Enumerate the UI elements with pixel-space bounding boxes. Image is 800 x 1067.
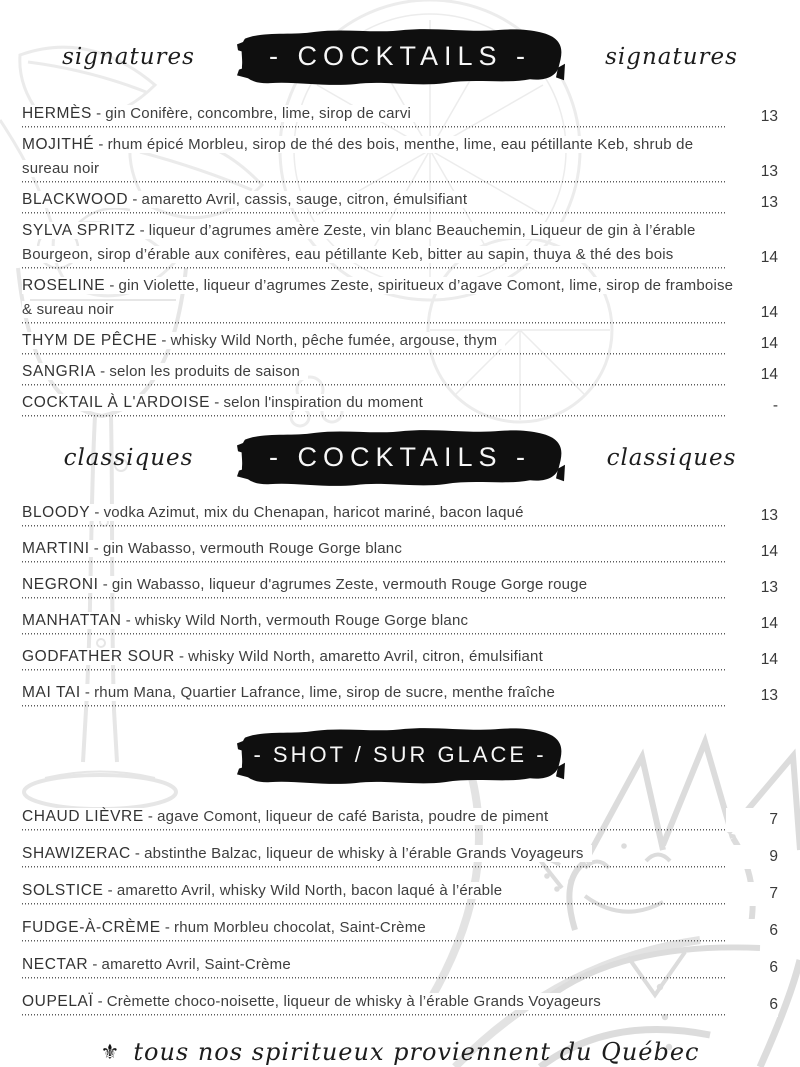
menu-item <box>22 102 778 130</box>
item-description: Crèmette choco-noisette, liqueur de whisky à l’érable Grands Voyageurs <box>106 993 601 1010</box>
item-description: gin Violette, liqueur d’agrumes Zeste, spiritueux d’agave Comont, lime, sirop de framboise & sureau noir <box>22 277 734 318</box>
item-price: 14 <box>726 540 778 564</box>
item-text <box>22 540 410 557</box>
item-separator: - <box>98 576 112 593</box>
item-description: amaretto Avril, whisky Wild North, bacon laqué à l’érable <box>116 882 503 899</box>
item-price: 9 <box>726 845 778 869</box>
item-name: CHAUD LIÈVRE <box>22 808 144 825</box>
item-text <box>22 919 434 936</box>
item-price: 13 <box>726 160 778 184</box>
item-name: ROSELINE <box>22 277 106 294</box>
menu-item <box>22 329 778 357</box>
item-description: rhum Morbleu chocolat, Saint-Crème <box>174 919 426 936</box>
item-price: 6 <box>726 919 778 943</box>
item-separator: - <box>91 105 106 122</box>
section-banner <box>235 726 565 786</box>
item-price: 14 <box>726 332 778 356</box>
item-text <box>22 277 741 318</box>
item-price: 14 <box>726 612 778 636</box>
side-label-left: signatures <box>62 44 195 70</box>
menu-item <box>22 219 778 271</box>
item-name: THYM DE PÊCHE <box>22 332 158 349</box>
item-text <box>22 576 595 593</box>
section-banner-title: - SHOT / SUR GLACE - <box>253 742 547 767</box>
menu-item <box>22 842 778 870</box>
item-name: SANGRIA <box>22 363 96 380</box>
item-separator: - <box>130 845 145 862</box>
menu-item <box>22 879 778 907</box>
item-description: abstinthe Balzac, liqueur de whisky à l’érable Grands Voyageurs <box>144 845 584 862</box>
item-name: MANHATTAN <box>22 612 122 629</box>
item-separator: - <box>90 504 104 521</box>
footer-note <box>22 1038 778 1066</box>
menu-item <box>22 573 778 601</box>
item-price: 7 <box>726 808 778 832</box>
item-separator: - <box>94 136 108 153</box>
item-separator: - <box>95 363 110 380</box>
item-description: gin Wabasso, liqueur d'agrumes Zeste, vermouth Rouge Gorge rouge <box>111 576 588 593</box>
item-text <box>22 956 299 973</box>
side-label-right: signatures <box>605 44 738 70</box>
fleur-de-lis-icon: ⚜ <box>100 1040 120 1064</box>
item-text <box>22 993 609 1010</box>
item-name: MOJITHÉ <box>22 136 95 153</box>
item-separator: - <box>128 191 142 208</box>
item-text <box>22 808 556 825</box>
menu-item <box>22 537 778 565</box>
item-price: 13 <box>726 576 778 600</box>
item-text <box>22 363 308 380</box>
item-separator: - <box>174 648 189 665</box>
item-name: SHAWIZERAC <box>22 845 131 862</box>
item-price: 14 <box>726 301 778 325</box>
item-description: rhum épicé Morbleu, sirop de thé des bois, menthe, lime, eau pétillante Keb, shrub de sureau noir <box>22 136 694 177</box>
menu-item <box>22 133 778 185</box>
item-name: FUDGE-À-CRÈME <box>22 919 161 936</box>
item-separator: - <box>210 394 224 411</box>
menu-item <box>22 188 778 216</box>
item-text <box>22 136 701 177</box>
item-description: agave Comont, liqueur de café Barista, poudre de piment <box>157 808 549 825</box>
item-separator: - <box>89 540 103 557</box>
item-separator: - <box>157 332 171 349</box>
item-description: whisky Wild North, vermouth Rouge Gorge blanc <box>134 612 469 629</box>
item-text <box>22 222 704 263</box>
item-price: 13 <box>726 504 778 528</box>
item-price: 14 <box>726 246 778 270</box>
menu-list-classiques <box>22 501 778 709</box>
item-name: NEGRONI <box>22 576 99 593</box>
item-price: 13 <box>726 684 778 708</box>
menu-item <box>22 501 778 529</box>
item-text <box>22 504 532 521</box>
menu-list-signatures <box>22 102 778 419</box>
item-name: SOLSTICE <box>22 882 104 899</box>
item-separator: - <box>105 277 119 294</box>
item-price: 14 <box>726 363 778 387</box>
item-description: selon l'inspiration du moment <box>223 394 424 411</box>
item-description: liqueur d’agrumes amère Zeste, vin blanc Beauchemin, Liqueur de gin à l’érable Bourgeon, sirop d’érable aux conifères, eau pétillante Keb, bitter au sapin, thuya & thé des bois <box>22 222 696 263</box>
section-header-classiques <box>22 427 778 489</box>
side-label-left: classiques <box>63 445 194 471</box>
item-name: BLOODY <box>22 504 91 521</box>
item-text <box>22 648 551 665</box>
item-description: amaretto Avril, Saint-Crème <box>101 956 291 973</box>
item-separator: - <box>143 808 158 825</box>
section-header-signatures <box>22 26 778 88</box>
item-separator: - <box>93 993 107 1010</box>
item-description: whisky Wild North, amaretto Avril, citron, émulsifiant <box>188 648 543 665</box>
item-text <box>22 845 592 862</box>
item-price: - <box>726 394 778 418</box>
item-description: gin Wabasso, vermouth Rouge Gorge blanc <box>102 540 403 557</box>
item-name: COCKTAIL À L'ARDOISE <box>22 394 211 411</box>
section-banner <box>235 27 565 87</box>
item-text <box>22 684 563 701</box>
menu-item <box>22 953 778 981</box>
item-separator: - <box>160 919 175 936</box>
item-price: 13 <box>726 105 778 129</box>
menu-list-shots <box>22 805 778 1018</box>
menu-item <box>22 916 778 944</box>
section-banner <box>235 428 565 488</box>
item-name: HERMÈS <box>22 105 92 122</box>
item-separator: - <box>80 684 95 701</box>
item-text <box>22 105 419 122</box>
menu-item <box>22 681 778 709</box>
item-text <box>22 191 475 208</box>
side-label-right: classiques <box>606 445 737 471</box>
item-description: selon les produits de saison <box>109 363 301 380</box>
item-name: SYLVA SPRITZ <box>22 222 136 239</box>
item-description: rhum Mana, Quartier Lafrance, lime, sirop de sucre, menthe fraîche <box>94 684 555 701</box>
section-header-shots <box>22 725 778 787</box>
item-price: 13 <box>726 191 778 215</box>
item-description: gin Conifère, concombre, lime, sirop de carvi <box>105 105 412 122</box>
section-banner-title: - COCKTAILS - <box>268 40 532 71</box>
item-price: 6 <box>726 956 778 980</box>
menu-item <box>22 645 778 673</box>
item-description: whisky Wild North, pêche fumée, argouse, thym <box>170 332 498 349</box>
item-text <box>22 612 476 629</box>
menu-item <box>22 609 778 637</box>
item-text <box>22 394 431 411</box>
menu-item <box>22 990 778 1018</box>
item-name: BLACKWOOD <box>22 191 129 208</box>
menu-content <box>0 26 800 1066</box>
item-name: NECTAR <box>22 956 89 973</box>
menu-item <box>22 805 778 833</box>
section-banner-title: - COCKTAILS - <box>268 441 532 472</box>
item-text <box>22 332 505 349</box>
item-name: MAI TAI <box>22 684 81 701</box>
item-separator: - <box>121 612 135 629</box>
item-price: 6 <box>726 993 778 1017</box>
item-price: 14 <box>726 648 778 672</box>
item-separator: - <box>88 956 102 973</box>
item-name: OUPELAÏ <box>22 993 94 1010</box>
footer-text: tous nos spiritueux proviennent du Québec <box>133 1038 700 1066</box>
menu-item <box>22 391 778 419</box>
menu-item <box>22 274 778 326</box>
item-price: 7 <box>726 882 778 906</box>
item-name: GODFATHER SOUR <box>22 648 175 665</box>
item-separator: - <box>103 882 117 899</box>
item-text <box>22 882 510 899</box>
item-description: amaretto Avril, cassis, sauge, citron, émulsifiant <box>141 191 468 208</box>
menu-item <box>22 360 778 388</box>
item-separator: - <box>135 222 149 239</box>
item-description: vodka Azimut, mix du Chenapan, haricot mariné, bacon laqué <box>103 504 524 521</box>
item-name: MARTINI <box>22 540 90 557</box>
